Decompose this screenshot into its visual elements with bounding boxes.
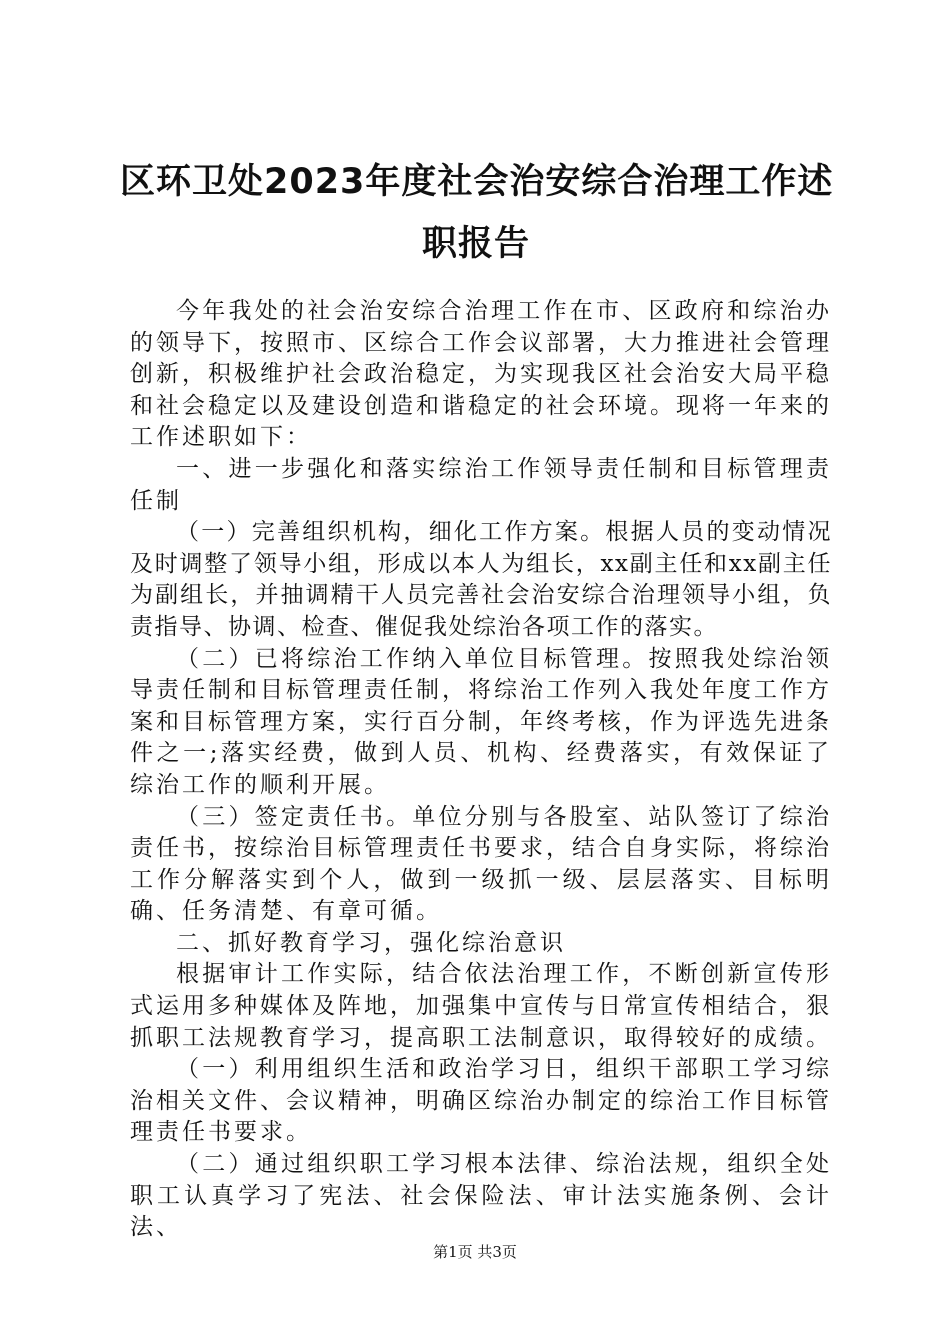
page-number: 第1页 <box>433 1243 473 1261</box>
paragraph-1-1: （一）完善组织机构，细化工作方案。根据人员的变动情况及时调整了领导小组，形成以本人为组长，xx副主任和xx副主任为副组长，并抽调精干人员完善社会治安综合治理领导小组，负责指导、协调、检查、催促我处综治各项工作的落实。 <box>130 519 832 640</box>
document-body <box>130 296 832 1244</box>
paragraph-2-intro: 根据审计工作实际，结合依法治理工作，不断创新宣传形式运用多种媒体及阵地，加强集中宣传与日常宣传相结合，狠抓职工法规教育学习，提高职工法制意识，取得较好的成绩。 <box>130 961 832 1051</box>
section-heading-1: 一、进一步强化和落实综治工作领导责任制和目标管理责任制 <box>130 455 832 514</box>
paragraph-1-2: （二）已将综治工作纳入单位目标管理。按照我处综治领导责任制和目标管理责任制，将综治工作列入我处年度工作方案和目标管理方案，实行百分制，年终考核，作为评选先进条件之一;落实经费，做到人员、机构、经费落实，有效保证了综治工作的顺利开展。 <box>130 645 832 798</box>
paragraph-1-3: （三）签定责任书。单位分别与各股室、站队签订了综治责任书，按综治目标管理责任书要求，结合自身实际，将综治工作分解落实到个人，做到一级抓一级、层层落实、目标明确、任务清楚、有章可循。 <box>130 803 832 925</box>
document-title-line-1: 区环卫处2023年度社会治安综合治理工作述 <box>120 162 834 202</box>
paragraph-2-1: （一）利用组织生活和政治学习日，组织干部职工学习综治相关文件、会议精神，明确区综治办制定的综治工作目标管理责任书要求。 <box>130 1056 832 1146</box>
document-title-line-2: 职报告 <box>421 224 530 264</box>
section-heading-2: 二、抓好教育学习，强化综治意识 <box>176 929 566 956</box>
paragraph-2-2: （二）通过组织职工学习根本法律、综治法规，组织全处职工认真学习了宪法、社会保险法、审计法实施条例、会计法、 <box>130 1151 832 1241</box>
page-footer <box>0 1242 950 1262</box>
page-total: 共3页 <box>477 1243 517 1261</box>
paragraph-intro: 今年我处的社会治安综合治理工作在市、区政府和综治办的领导下，按照市、区综合工作会议部署，大力推进社会管理创新，积极维护社会政治稳定，为实现我区社会治安大局平稳和社会稳定以及建设创造和谐稳定的社会环境。现将一年来的工作述职如下： <box>130 298 832 451</box>
